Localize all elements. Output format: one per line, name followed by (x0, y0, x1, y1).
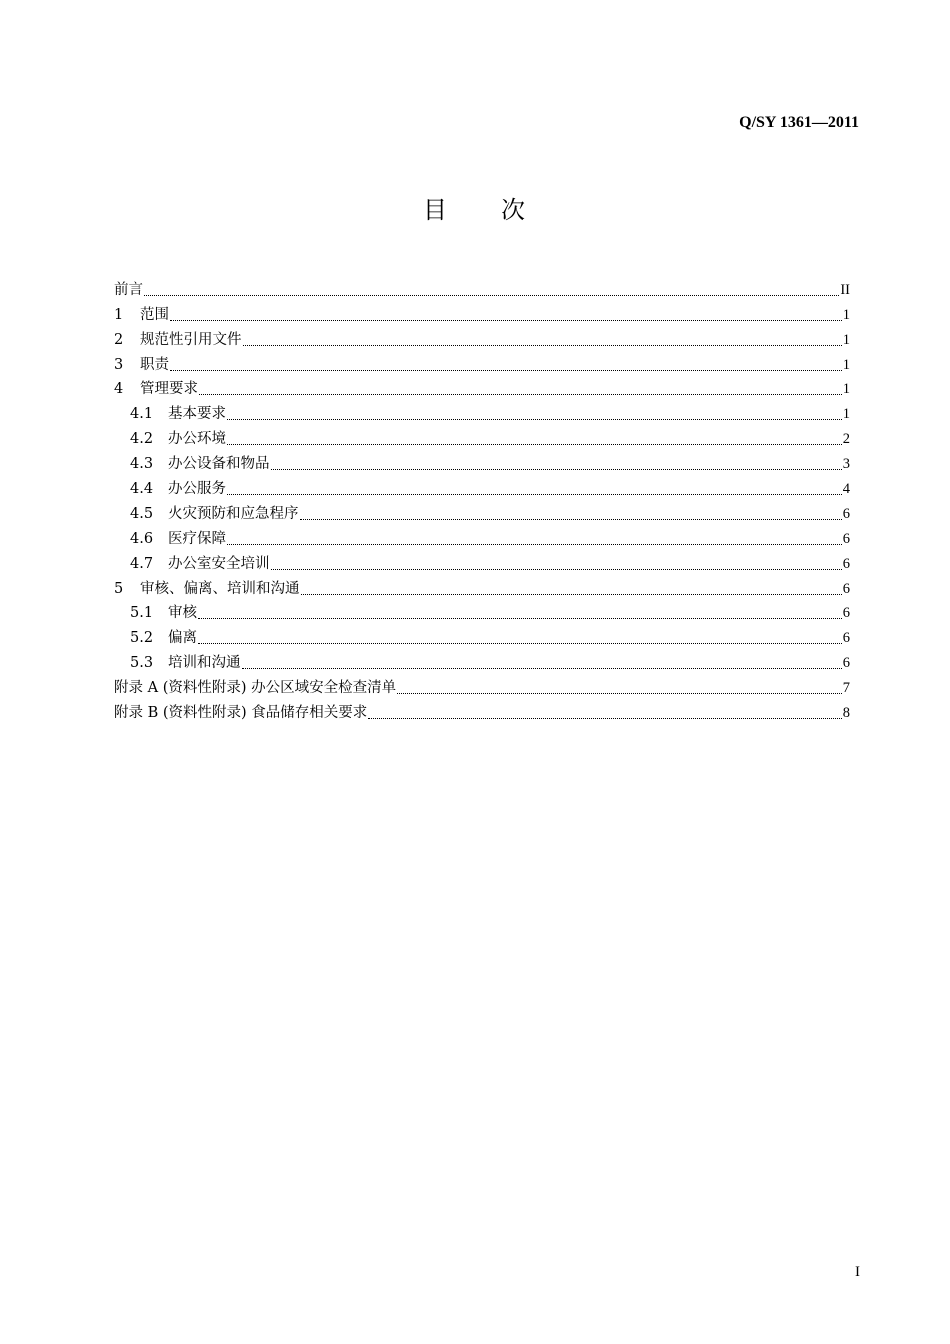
toc-entry[interactable] (114, 401, 850, 426)
toc-entry-number: 5.1 (130, 605, 154, 622)
toc-entry-page: 1 (842, 306, 850, 323)
toc-entry-page: 1 (842, 381, 850, 398)
toc-entry[interactable] (114, 327, 850, 352)
toc-entry-number: 5 (114, 580, 124, 597)
toc-entry[interactable] (114, 501, 850, 526)
toc-entry-label: 前言 (114, 281, 143, 298)
toc-entry[interactable] (114, 700, 850, 725)
toc-entry-label: 医疗保障 (168, 530, 226, 547)
toc-entry-page: 6 (842, 505, 850, 522)
toc-entry-number: 1 (114, 306, 124, 323)
toc-dot-leader (227, 419, 842, 420)
toc-entry[interactable] (114, 625, 850, 650)
toc-entry-number: 2 (114, 331, 124, 348)
toc-dot-leader (300, 519, 842, 520)
toc-title (0, 190, 950, 225)
toc-entry-page: 8 (842, 705, 850, 722)
toc-entry-page: 6 (842, 655, 850, 672)
toc-dot-leader (227, 544, 842, 545)
toc-entry-label: 办公服务 (168, 481, 226, 498)
toc-dot-leader (301, 594, 842, 595)
toc-entry-number: 4.7 (130, 555, 154, 572)
toc-entry-page: 1 (842, 356, 850, 373)
toc-entry-number: 3 (114, 356, 124, 373)
toc-entry-number: 5.2 (130, 630, 154, 647)
toc-dot-leader (170, 370, 842, 371)
toc-entry[interactable] (114, 352, 850, 377)
toc-entry-number: 4.4 (130, 481, 154, 498)
toc-dot-leader (199, 394, 842, 395)
toc-entry-number: 4.3 (130, 456, 154, 473)
toc-entry[interactable] (114, 526, 850, 551)
toc-entry-label: 办公设备和物品 (168, 456, 270, 473)
document-code: Q/SY 1361—2011 (739, 114, 859, 131)
toc-entry-label: 规范性引用文件 (140, 331, 242, 348)
toc-entry-page: 3 (842, 456, 850, 473)
toc-entry-label: 办公环境 (168, 431, 226, 448)
toc-entry-number: 4 (114, 381, 124, 398)
toc-entry-label: 偏离 (168, 630, 197, 647)
toc-entry-page: 7 (842, 680, 850, 697)
toc-entry-label: 附录 A (资料性附录) 办公区域安全检查清单 (114, 680, 397, 697)
toc-dot-leader (397, 693, 842, 694)
toc-entry-number: 4.6 (130, 530, 154, 547)
toc-dot-leader (227, 444, 842, 445)
toc-entry[interactable] (114, 650, 850, 675)
toc-dot-leader (243, 345, 842, 346)
toc-title-part2: 次 (501, 196, 527, 224)
toc-dot-leader (368, 718, 841, 719)
toc-entry-page: 4 (842, 481, 850, 498)
toc-entry-page: 2 (842, 431, 850, 448)
toc-entry-page: 1 (842, 331, 850, 348)
toc-dot-leader (198, 618, 842, 619)
toc-entry-page: 6 (842, 530, 850, 547)
toc-entry-label: 培训和沟通 (168, 655, 241, 672)
toc-entry-page: 6 (842, 580, 850, 597)
toc-entry-number: 5.3 (130, 655, 154, 672)
toc-entry-page: II (840, 281, 850, 298)
toc-entry-page: 6 (842, 605, 850, 622)
toc-entry[interactable] (114, 675, 850, 700)
toc-dot-leader (170, 320, 842, 321)
toc-dot-leader (144, 295, 839, 296)
toc-entry-number: 4.5 (130, 505, 154, 522)
toc-entry[interactable] (114, 476, 850, 501)
toc-dot-leader (271, 569, 842, 570)
toc-entry-number: 4.1 (130, 406, 154, 423)
toc-entry[interactable] (114, 451, 850, 476)
toc-entry-label: 审核、偏离、培训和沟通 (140, 580, 300, 597)
toc-entry[interactable] (114, 576, 850, 601)
toc-entry[interactable] (114, 377, 850, 402)
toc-entry-label: 火灾预防和应急程序 (168, 505, 299, 522)
toc-entry[interactable] (114, 601, 850, 626)
toc-entry-label: 管理要求 (140, 381, 198, 398)
toc-dot-leader (242, 668, 842, 669)
toc-entry[interactable] (114, 426, 850, 451)
toc-entry-label: 办公室安全培训 (168, 555, 270, 572)
toc-entry-page: 6 (842, 630, 850, 647)
toc-entry-page: 6 (842, 555, 850, 572)
toc-entry-label: 附录 B (资料性附录) 食品储存相关要求 (114, 705, 368, 722)
toc-dot-leader (198, 643, 842, 644)
toc-title-part1: 目 (423, 196, 449, 224)
page-number: I (855, 1264, 860, 1280)
toc-entry-number: 4.2 (130, 431, 154, 448)
toc-entry-label: 范围 (140, 306, 169, 323)
toc-entry[interactable] (114, 302, 850, 327)
toc-entry-label: 职责 (140, 356, 169, 373)
toc-entry[interactable] (114, 277, 850, 302)
toc-entry-page: 1 (842, 406, 850, 423)
toc-entry-label: 基本要求 (168, 406, 226, 423)
toc-entry-label: 审核 (168, 605, 197, 622)
toc-dot-leader (227, 494, 842, 495)
toc-entry[interactable] (114, 551, 850, 576)
toc-list (114, 277, 850, 725)
toc-dot-leader (271, 469, 842, 470)
